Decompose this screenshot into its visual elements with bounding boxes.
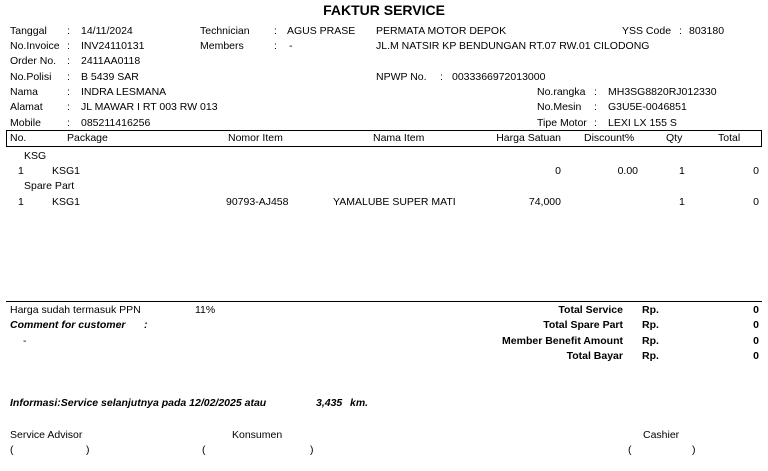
invoice-label: No.Invoice: [10, 40, 60, 52]
col-harga: Harga Satuan: [496, 132, 561, 144]
col-qty: Qty: [666, 132, 683, 144]
alamat-label: Alamat: [10, 101, 43, 113]
colon: :: [594, 101, 597, 113]
technician-value: AGUS PRASE: [287, 25, 356, 37]
info-km: 3,435: [316, 397, 343, 409]
sig-cashier-close: ): [692, 444, 696, 456]
total-bayar-label: Total Bayar: [566, 350, 623, 362]
document-title: FAKTUR SERVICE: [323, 2, 445, 18]
total-service-value: 0: [753, 304, 759, 316]
sig-cashier-label: Cashier: [643, 429, 680, 441]
yss-code-label: YSS Code: [622, 25, 672, 37]
sig-konsumen-open: (: [202, 444, 206, 456]
row-no: 1: [18, 196, 24, 208]
rangka-value: MH3SG8820RJ012330: [608, 86, 717, 98]
col-nomor-item: Nomor Item: [228, 132, 283, 144]
member-benefit-currency: Rp.: [642, 335, 659, 347]
polisi-value: B 5439 SAR: [81, 71, 139, 83]
mesin-label: No.Mesin: [537, 101, 582, 113]
member-benefit-value: 0: [753, 335, 759, 347]
nama-value: INDRA LESMANA: [81, 86, 167, 98]
colon: :: [274, 25, 277, 37]
dealer-name: PERMATA MOTOR DEPOK: [376, 25, 507, 37]
technician-label: Technician: [200, 25, 250, 37]
total-bayar-currency: Rp.: [642, 350, 659, 362]
polisi-label: No.Polisi: [10, 71, 52, 83]
npwp-value: 0033366972013000: [452, 71, 546, 83]
total-bayar-value: 0: [753, 350, 759, 362]
colon: :: [67, 71, 70, 83]
tanggal-value: 14/11/2024: [81, 25, 133, 37]
sig-advisor-label: Service Advisor: [10, 429, 83, 441]
sig-advisor-close: ): [86, 444, 90, 456]
colon: :: [440, 71, 443, 83]
tipe-value: LEXI LX 155 S: [608, 117, 677, 129]
colon: :: [594, 86, 597, 98]
total-service-label: Total Service: [558, 304, 623, 316]
row-harga: 74,000: [528, 196, 561, 208]
row-nomor-item: 90793-AJ458: [226, 196, 289, 208]
dealer-address: JL.M NATSIR KP BENDUNGAN RT.07 RW.01 CILODONG: [376, 40, 650, 52]
row-total: 0: [753, 196, 759, 208]
footer-divider: [6, 301, 762, 302]
info-km-unit: km.: [350, 397, 369, 409]
col-discount: Discount%: [584, 132, 635, 144]
colon: :: [679, 25, 682, 37]
members-label: Members: [200, 40, 244, 52]
colon: :: [67, 40, 70, 52]
colon: :: [67, 86, 70, 98]
ppn-value: 11%: [195, 304, 216, 316]
col-package: Package: [67, 132, 108, 144]
rangka-label: No.rangka: [537, 86, 586, 98]
colon: :: [594, 117, 597, 129]
comment-value: -: [23, 335, 27, 347]
row-qty: 1: [679, 165, 685, 177]
colon: :: [144, 319, 148, 331]
colon: :: [67, 55, 70, 67]
total-spare-currency: Rp.: [642, 319, 659, 331]
members-value: -: [289, 40, 293, 52]
order-label: Order No.: [10, 55, 57, 67]
col-no: No.: [10, 132, 27, 144]
row-qty: 1: [679, 196, 685, 208]
tipe-label: Tipe Motor: [537, 117, 587, 129]
group-ksg: KSG: [24, 150, 47, 162]
sig-advisor-open: (: [10, 444, 14, 456]
tanggal-label: Tanggal: [10, 25, 47, 37]
mobile-label: Mobile: [10, 117, 41, 129]
mesin-value: G3U5E-0046851: [608, 101, 687, 113]
info-text: Informasi:Service selanjutnya pada 12/02/2025 atau: [10, 397, 267, 409]
total-spare-value: 0: [753, 319, 759, 331]
row-package: KSG1: [52, 165, 81, 177]
row-package: KSG1: [52, 196, 81, 208]
row-discount: 0.00: [617, 165, 638, 177]
row-no: 1: [18, 165, 24, 177]
total-service-currency: Rp.: [642, 304, 659, 316]
col-total: Total: [718, 132, 741, 144]
ppn-label: Harga sudah termasuk PPN: [10, 304, 141, 316]
comment-label: Comment for customer: [10, 319, 126, 331]
colon: :: [274, 40, 277, 52]
invoice-value: INV24110131: [81, 40, 145, 52]
sig-konsumen-close: ): [310, 444, 314, 456]
row-nama-item: YAMALUBE SUPER MATI: [333, 196, 456, 208]
yss-code-value: 803180: [689, 25, 725, 37]
colon: :: [67, 25, 70, 37]
group-spare-part: Spare Part: [24, 180, 75, 192]
mobile-value: 085211416256: [81, 117, 151, 129]
member-benefit-label: Member Benefit Amount: [502, 335, 623, 347]
nama-label: Nama: [10, 86, 39, 98]
colon: :: [67, 117, 70, 129]
sig-konsumen-label: Konsumen: [232, 429, 283, 441]
alamat-value: JL MAWAR I RT 003 RW 013: [81, 101, 218, 113]
colon: :: [67, 101, 70, 113]
npwp-label: NPWP No.: [376, 71, 427, 83]
row-total: 0: [753, 165, 759, 177]
col-nama-item: Nama Item: [373, 132, 425, 144]
total-spare-label: Total Spare Part: [543, 319, 623, 331]
order-value: 2411AA0118: [81, 55, 141, 67]
sig-cashier-open: (: [628, 444, 632, 456]
row-harga: 0: [555, 165, 561, 177]
